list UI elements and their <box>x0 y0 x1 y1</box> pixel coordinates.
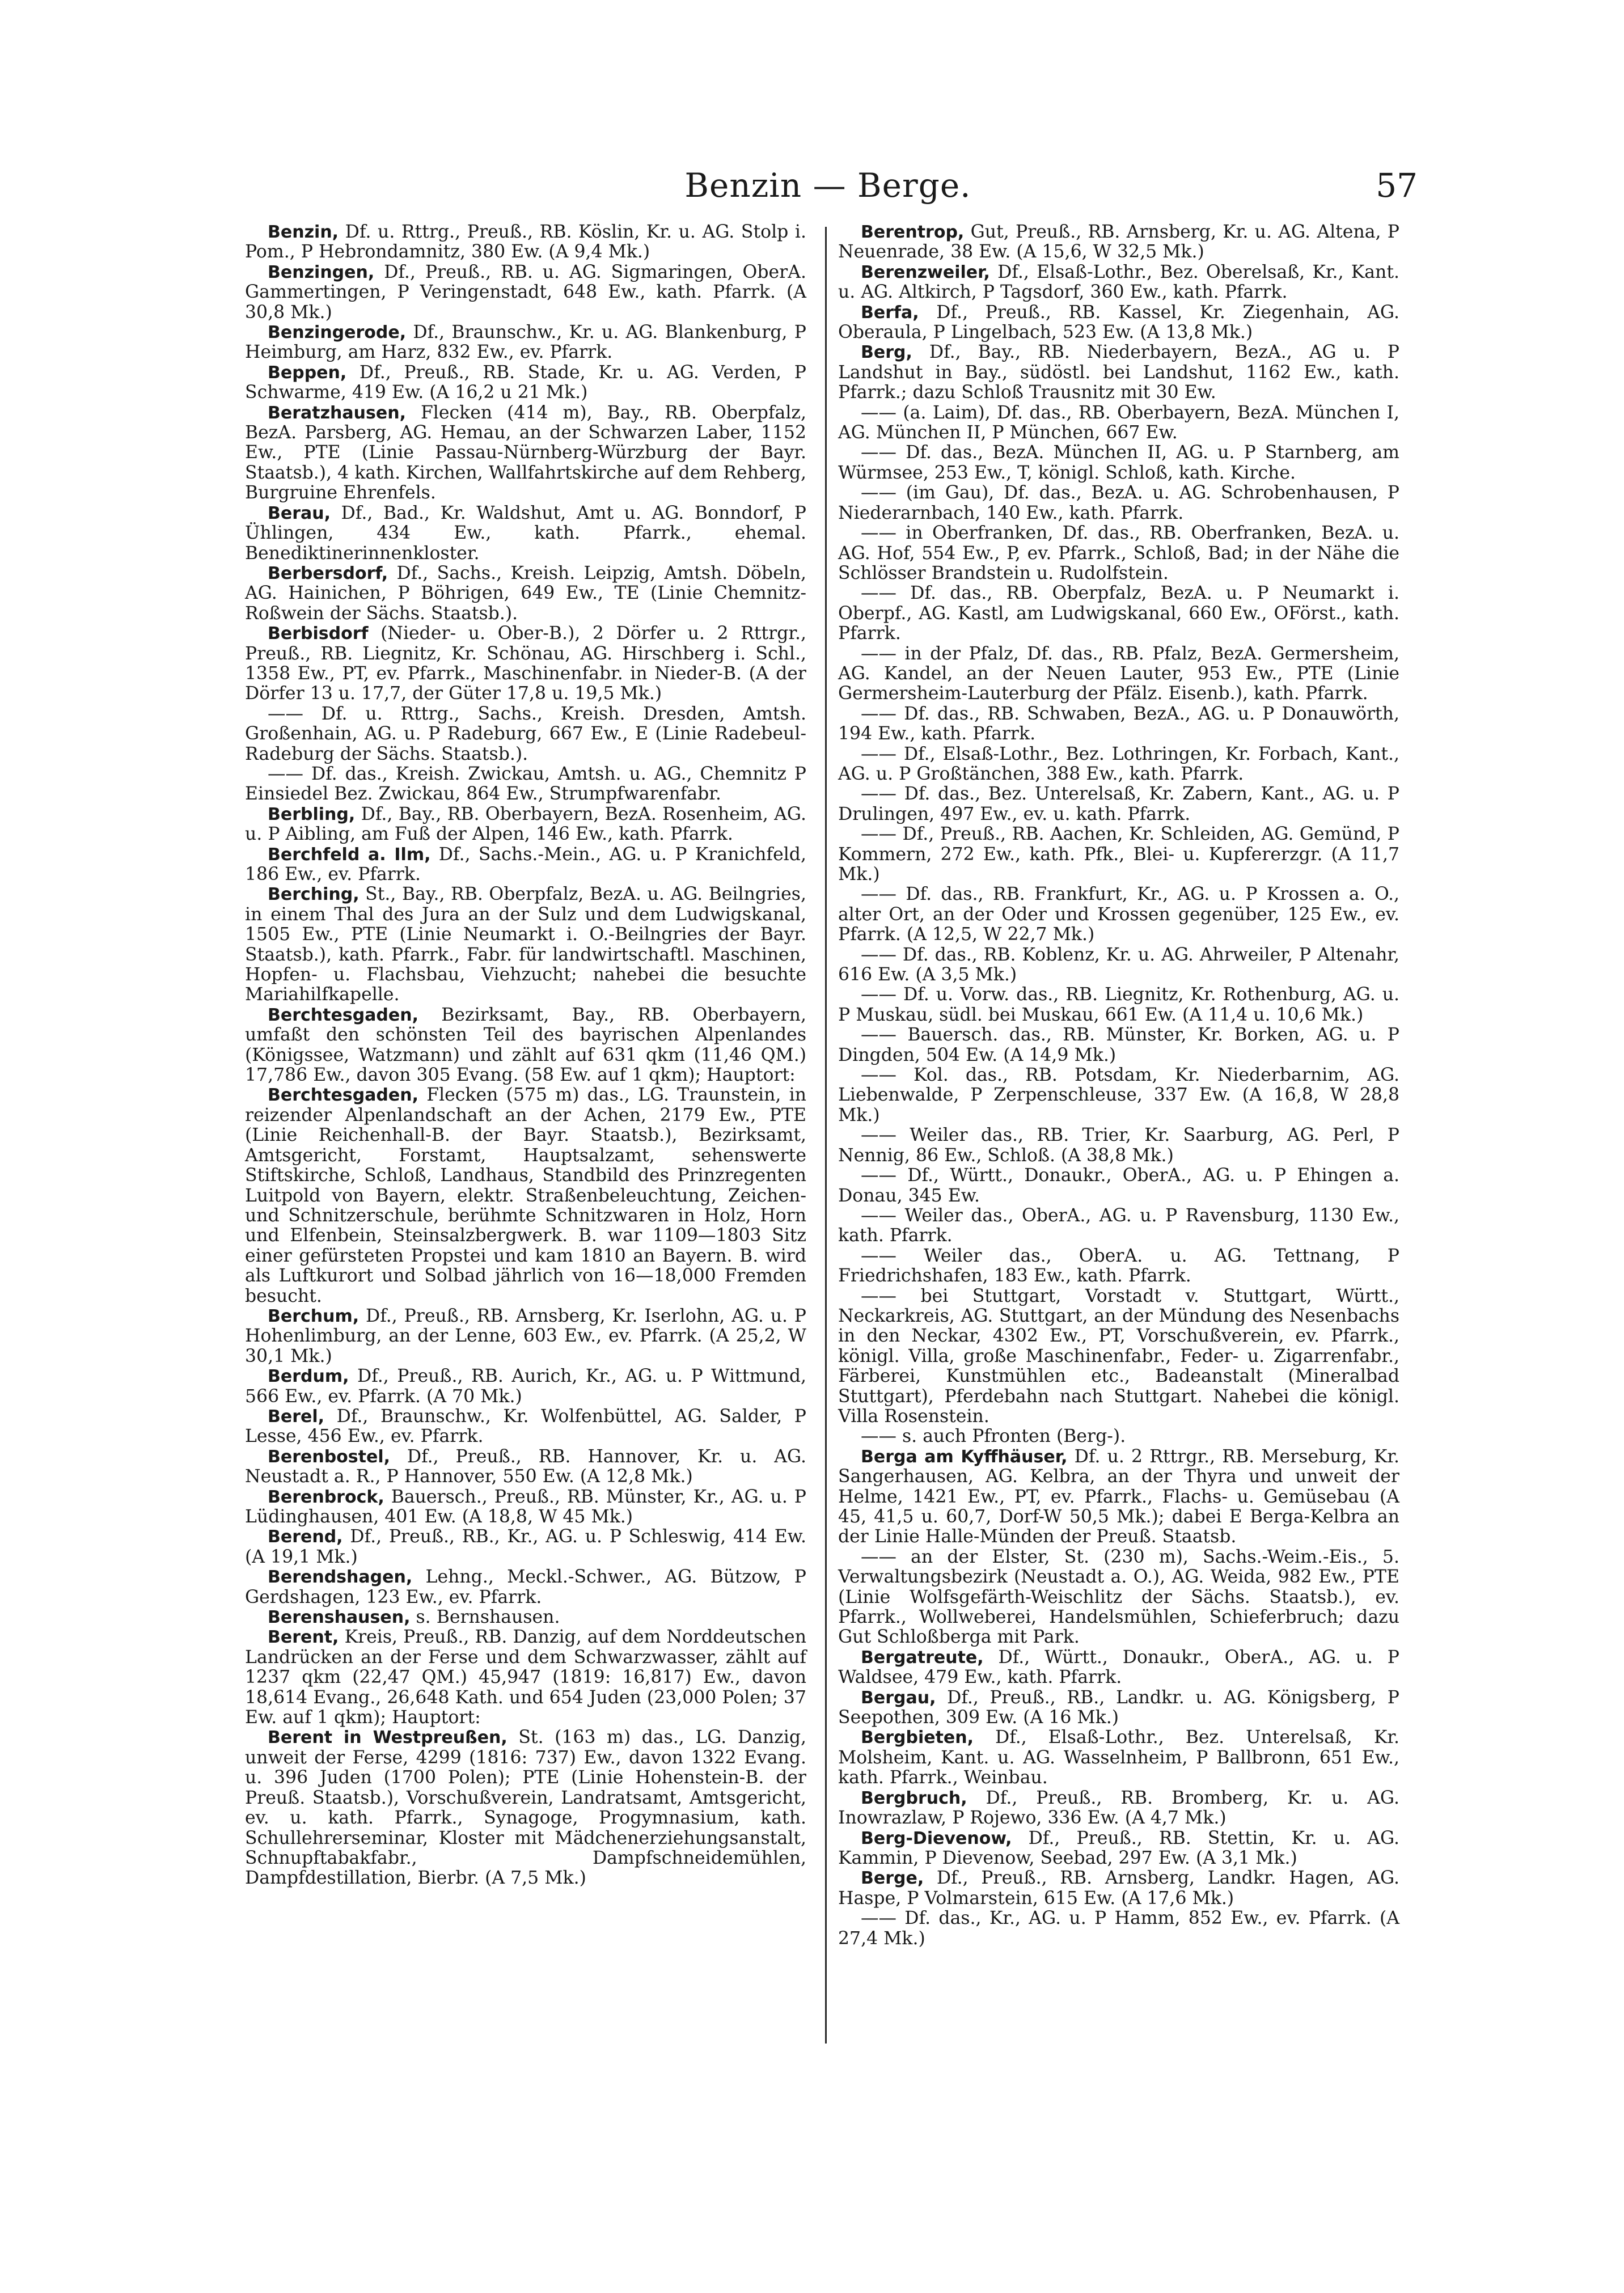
entry-text: —— Df., Württ., Donaukr., OberA., AG. u. P Ehingen a. Donau, 345 Ew. <box>838 1165 1399 1206</box>
dictionary-entry <box>838 342 1399 403</box>
entry-text: Gut, Preuß., RB. Arnsberg, Kr. u. AG. Altena, P Neuenrade, 38 Ew. (A 15,6, W 32,5 Mk.) <box>838 222 1399 263</box>
dictionary-entry <box>245 222 806 263</box>
dictionary-entry <box>838 523 1399 583</box>
entry-headword: Bergatreute, <box>861 1647 984 1668</box>
dictionary-entry <box>838 824 1399 885</box>
dictionary-entry <box>245 764 806 805</box>
entry-text: Df., Preuß., RB., Kr., AG. u. P Schleswig, 414 Ew. (A 19,1 Mk.) <box>245 1526 806 1567</box>
dictionary-entry <box>245 403 806 504</box>
entry-text: —— Df. u. Vorw. das., RB. Liegnitz, Kr. Rothenburg, AG. u. P Muskau, südl. bei Muskau, 661 Ew. (A 11,4 u. 10,6 Mk.) <box>838 984 1399 1025</box>
entry-headword: Berentrop, <box>861 222 965 242</box>
dictionary-entry <box>838 1909 1399 1949</box>
dictionary-entry <box>838 945 1399 985</box>
entry-text: Flecken (575 m) das., LG. Traunstein, in reizender Alpenlandschaft an der Achen, 2179 Ew., PTE (Linie Reichenhall-B. der Bayr. Staatsb.), Bezirksamt, Amtsgericht, Forstamt, Hauptsalzamt, sehenswerte Stiftskirche, Schloß, Landhaus, Standbild des Prinzregenten Luitpold von Bayern, elektr. Straßenbeleuchtung, Zeichen- und Schnitzerschule, berühmte Schnitzwaren in Holz, Horn und Elfenbein, Steinsalzbergwerk. B. war 1109—1803 Sitz einer gefürsteten Propstei und kam 1810 an Bayern. B. wird als Luftkurort und Solbad jährlich von 16—18,000 Fremden besucht. <box>245 1085 806 1306</box>
entry-headword: Berbersdorf, <box>268 563 388 583</box>
dictionary-entry <box>245 1487 806 1528</box>
dictionary-entry <box>245 1527 806 1567</box>
entry-text: St. (163 m) das., LG. Danzig, unweit der Ferse, 4299 (1816: 737) Ew., davon 1322 Evang. u. 396 Juden (1700 Polen); PTE (Linie Hohenstein-B. der Preuß. Staatsb.), Vorschußverein, Landratsamt, Amtsgericht, ev. u. kath. Pfarrk., Synagoge, Progymnasium, kath. Schullehrerseminar, Kloster mit Mädchenerziehungsanstalt, Schnupftabakfabr., Dampfschneidemühlen, Dampfdestillation, Bierbr. (A 7,5 Mk.) <box>245 1727 806 1889</box>
entry-text: Df., Preuß., RB. u. AG. Sigmaringen, OberA. Gammertingen, P Veringenstadt, 648 Ew., kath. Pfarrk. (A 30,8 Mk.) <box>245 261 806 323</box>
entry-text: Flecken (414 m), Bay., RB. Oberpfalz, BezA. Parsberg, AG. Hemau, an der Schwarzen Laber, 1152 Ew., PTE (Linie Passau-Nürnberg-Würzburg der Bayr. Staatsb.), 4 kath. Kirchen, Wallfahrtskirche auf dem Rehberg, Burgruine Ehrenfels. <box>245 402 806 504</box>
entry-text: Df., Preuß., RB. Bromberg, Kr. u. AG. Inowrazlaw, P Rojewo, 336 Ew. (A 4,7 Mk.) <box>838 1787 1399 1829</box>
entry-text: —— bei Stuttgart, Vorstadt v. Stuttgart, Württ., Neckarkreis, AG. Stuttgart, an der Mündung des Nesenbachs in den Neckar, 4302 Ew., PT, Vorschußverein, ev. Pfarrk., königl. Villa, große Maschinenfabr., Feder- u. Zigarrenfabr., Färberei, Kunstmühlen etc., Badeanstalt (Mineralbad Stuttgart), Pferdebahn nach Stuttgart. Nahebei die königl. Villa Rosenstein. <box>838 1285 1399 1427</box>
dictionary-entry <box>838 222 1399 263</box>
entry-headword: Berchfeld a. Ilm, <box>268 844 431 865</box>
dictionary-entry <box>838 1065 1399 1126</box>
entry-headword: Berent, <box>268 1627 339 1648</box>
entry-text: —— in Oberfranken, Df. das., RB. Oberfranken, BezA. u. AG. Hof, 554 Ew., P, ev. Pfarrk., Schloß, Bad; in der Nähe die Schlösser Brandstein u. Rudolfstein. <box>838 523 1399 583</box>
entry-headword: Benzingen, <box>268 262 375 282</box>
dictionary-entry <box>838 1427 1399 1446</box>
entry-text: —— an der Elster, St. (230 m), Sachs.-Weim.-Eis., 5. Verwaltungsbezirk (Neustadt a. O.), AG. Weida, 982 Ew., PTE (Linie Wolfsgefärth-Weischlitz der Sächs. Staatsb.), ev. Pfarrk., Wollweberei, Handelsmühlen, Schieferbruch; dazu Gut Schloßberga mit Park. <box>838 1546 1399 1648</box>
dictionary-entry <box>245 504 806 564</box>
entry-text: —— (im Gau), Df. das., BezA. u. AG. Schrobenhausen, P Niederarnbach, 140 Ew., kath. Pfarrk. <box>838 483 1399 523</box>
dictionary-entry <box>838 1648 1399 1688</box>
running-head: Benzin — Berge. <box>684 166 971 205</box>
dictionary-entry <box>838 263 1399 303</box>
entry-text: Df., Preuß., RB. Arnsberg, Kr. Iserlohn, AG. u. P Hohenlimburg, an der Lenne, 603 Ew., ev. Pfarrk. (A 25,2, W 30,1 Mk.) <box>245 1305 806 1367</box>
entry-text: Df., Sachs., Kreish. Leipzig, Amtsh. Döbeln, AG. Hainichen, P Böhrigen, 649 Ew., TE (Linie Chemnitz-Roßwein der Sächs. Staatsb.). <box>245 562 806 624</box>
entry-text: —— Df. das., RB. Schwaben, BezA., AG. u. P Donauwörth, 194 Ew., kath. Pfarrk. <box>838 703 1399 744</box>
dictionary-entry <box>838 443 1399 483</box>
dictionary-entry <box>245 1306 806 1367</box>
entry-text: Df., Württ., Donaukr., OberA., AG. u. P Waldsee, 479 Ew., kath. Pfarrk. <box>838 1647 1399 1688</box>
dictionary-entry <box>838 403 1399 443</box>
entry-headword: Berend, <box>268 1527 343 1547</box>
dictionary-entry <box>838 1166 1399 1206</box>
entry-headword: Berga am Kyffhäuser, <box>861 1446 1068 1467</box>
right-column <box>838 222 1399 1949</box>
entry-headword: Berbling, <box>268 804 356 824</box>
dictionary-entry <box>245 263 806 323</box>
entry-text: —— Df. das., Kr., AG. u. P Hamm, 852 Ew., ev. Pfarrk. (A 27,4 Mk.) <box>838 1908 1399 1949</box>
entry-headword: Beppen, <box>268 362 347 383</box>
dictionary-entry <box>245 624 806 704</box>
entry-text: —— Df. das., RB. Oberpfalz, BezA. u. P Neumarkt i. Oberpf., AG. Kastl, am Ludwigskanal, 660 Ew., OFörst., kath. Pfarrk. <box>838 583 1399 644</box>
entry-text: s. Bernshausen. <box>410 1607 560 1628</box>
entry-headword: Berenzweiler, <box>861 262 990 282</box>
dictionary-entry <box>838 583 1399 644</box>
dictionary-entry <box>838 985 1399 1025</box>
entry-text: Df., Preuß., RB. Stettin, Kr. u. AG. Kammin, P Dievenow, Seebad, 297 Ew. (A 3,1 Mk.) <box>838 1827 1399 1868</box>
dictionary-entry <box>245 564 806 624</box>
dictionary-entry <box>838 1868 1399 1909</box>
dictionary-entry <box>245 1005 806 1086</box>
entry-text: —— Weiler das., OberA. u. AG. Tettnang, P Friedrichshafen, 183 Ew., kath. Pfarrk. <box>838 1245 1399 1287</box>
dictionary-entry <box>245 1447 806 1487</box>
dictionary-entry <box>245 1627 806 1728</box>
entry-text: —— Weiler das., OberA., AG. u. P Ravensburg, 1130 Ew., kath. Pfarrk. <box>838 1205 1399 1246</box>
entry-headword: Berchtesgaden, <box>268 1005 418 1025</box>
entry-text: —— Df. u. Rttrg., Sachs., Kreish. Dresden, Amtsh. Großenhain, AG. u. P Radeburg, 667 Ew., E (Linie Radebeul-Radeburg der Sächs. Staatsb.). <box>245 703 806 764</box>
entry-headword: Berchtesgaden, <box>268 1085 418 1106</box>
dictionary-entry <box>245 1407 806 1447</box>
entry-text: —— Df. das., RB. Frankfurt, Kr., AG. u. P Krossen a. O., alter Ort, an der Oder und Krossen gegenüber, 125 Ew., ev. Pfarrk. (A 12,5, W 22,7 Mk.) <box>838 884 1399 945</box>
dictionary-entry <box>245 1567 806 1607</box>
entry-text: Df., Preuß., RB. Hannover, Kr. u. AG. Neustadt a. R., P Hannover, 550 Ew. (A 12,8 Mk.) <box>245 1446 806 1487</box>
dictionary-entry <box>838 1688 1399 1728</box>
dictionary-entry <box>245 885 806 1005</box>
entry-text: —— Weiler das., RB. Trier, Kr. Saarburg, AG. Perl, P Nennig, 86 Ew., Schloß. (A 38,8 Mk.) <box>838 1125 1399 1166</box>
dictionary-entry <box>838 1246 1399 1287</box>
entry-text: Df., Braunschw., Kr. u. AG. Blankenburg, P Heimburg, am Harz, 832 Ew., ev. Pfarrk. <box>245 322 806 363</box>
entry-text: Df., Sachs.-Mein., AG. u. P Kranichfeld, 186 Ew., ev. Pfarrk. <box>245 844 806 885</box>
dictionary-entry <box>838 644 1399 704</box>
entry-headword: Berendshagen, <box>268 1567 413 1588</box>
dictionary-entry <box>838 744 1399 785</box>
entry-text: St., Bay., RB. Oberpfalz, BezA. u. AG. Beilngries, in einem Thal des Jura an der Sulz und dem Ludwigskanal, 1505 Ew., PTE (Linie Neumarkt i. O.-Beilngries der Bayr. Staatsb.), kath. Pfarrk., Fabr. für landwirtschaftl. Maschinen, Hopfen- u. Flachsbau, Viehzucht; nahebei die besuchte Mariahilfkapelle. <box>245 884 806 1005</box>
dictionary-entry <box>245 704 806 764</box>
page-header <box>238 166 1418 211</box>
entry-text: Df., Preuß., RB., Landkr. u. AG. Königsberg, P Seepothen, 309 Ew. (A 16 Mk.) <box>838 1687 1399 1728</box>
entry-text: Bezirksamt, Bay., RB. Oberbayern, umfaßt den schönsten Teil des bayrischen Alpenlandes (Königssee, Watzmann) und zählt auf 631 qkm (11,46 QM.) 17,786 Ew., davon 305 Evang. (58 Ew. auf 1 qkm); Hauptort: <box>245 1004 806 1086</box>
dictionary-entry <box>838 1547 1399 1648</box>
dictionary-entry <box>245 1367 806 1407</box>
entry-headword: Bergbruch, <box>861 1788 967 1808</box>
entry-text: (Nieder- u. Ober-B.), 2 Dörfer u. 2 Rttrgr., Preuß., RB. Liegnitz, Kr. Schönau, AG. Hirschberg i. Schl., 1358 Ew., PT, ev. Pfarrk., Maschinenfabr. in Nieder-B. (A der Dörfer 13 u. 17,7, der Güter 17,8 u. 19,5 Mk.) <box>245 623 806 704</box>
dictionary-entry <box>838 1728 1399 1788</box>
entry-text: Kreis, Preuß., RB. Danzig, auf dem Norddeutschen Landrücken an der Ferse und dem Schwarzwasser, zählt auf 1237 qkm (22,47 QM.) 45,947 (1819: 16,817) Ew., davon 18,614 Evang., 26,648 Kath. und 654 Juden (23,000 Polen; 37 Ew. auf 1 qkm); Hauptort: <box>245 1627 806 1728</box>
dictionary-entry <box>838 483 1399 523</box>
entry-headword: Bergbieten, <box>861 1728 974 1748</box>
entry-text: —— s. auch Pfronten (Berg-). <box>861 1426 1126 1447</box>
entry-text: Df., Bay., RB. Niederbayern, BezA., AG u. P Landshut in Bay., südöstl. bei Landshut, 1162 Ew., kath. Pfarrk.; dazu Schloß Trausnitz mit 30 Ew. <box>838 342 1399 403</box>
column-divider <box>825 227 827 2044</box>
entry-text: Df., Preuß., RB. Stade, Kr. u. AG. Verden, P Schwarme, 419 Ew. (A 16,2 u 21 Mk.) <box>245 362 806 403</box>
dictionary-entry <box>838 704 1399 744</box>
entry-headword: Berbisdorf <box>268 624 369 644</box>
entry-text: Df. u. 2 Rttrgr., RB. Merseburg, Kr. Sangerhausen, AG. Kelbra, an der Thyra und unweit der Helme, 1421 Ew., PT, ev. Pfarrk., Flachs- u. Gemüsebau (A 45, 41,5 u. 60,7, Dorf-W 50,5 Mk.); dabei E Berga-Kelbra an der Linie Halle-Münden der Preuß. Staatsb. <box>838 1446 1399 1547</box>
entry-text: —— (a. Laim), Df. das., RB. Oberbayern, BezA. München I, AG. München II, P München, 667 Ew. <box>838 402 1399 443</box>
entry-text: Df. u. Rttrg., Preuß., RB. Köslin, Kr. u. AG. Stolp i. Pom., P Hebrondamnitz, 380 Ew. (A 9,4 Mk.) <box>245 222 806 263</box>
dictionary-entry <box>838 1126 1399 1166</box>
entry-headword: Benzingerode, <box>268 323 407 343</box>
dictionary-entry <box>838 1829 1399 1869</box>
entry-text: —— Df., Preuß., RB. Aachen, Kr. Schleiden, AG. Gemünd, P Kommern, 272 Ew., kath. Pfk., Blei- u. Kupfererzgr. (A 11,7 Mk.) <box>838 824 1399 885</box>
entry-text: Df., Braunschw., Kr. Wolfenbüttel, AG. Salder, P Lesse, 456 Ew., ev. Pfarrk. <box>245 1406 806 1447</box>
entry-text: Lehng., Meckl.-Schwer., AG. Bützow, P Gerdshagen, 123 Ew., ev. Pfarrk. <box>245 1567 806 1607</box>
entry-text: —— Df. das., RB. Koblenz, Kr. u. AG. Ahrweiler, P Altenahr, 616 Ew. (A 3,5 Mk.) <box>838 944 1399 985</box>
entry-text: —— Df. das., Kreish. Zwickau, Amtsh. u. AG., Chemnitz P Einsiedel Bez. Zwickau, 864 Ew., Strumpfwarenfabr. <box>245 763 806 805</box>
entry-headword: Berchum, <box>268 1306 360 1326</box>
dictionary-entry <box>838 784 1399 824</box>
dictionary-entry <box>838 303 1399 343</box>
entry-text: Df., Preuß., RB. Aurich, Kr., AG. u. P Wittmund, 566 Ew., ev. Pfarrk. (A 70 Mk.) <box>245 1366 806 1407</box>
entry-headword: Benzin, <box>268 222 339 242</box>
entry-headword: Berau, <box>268 503 331 523</box>
dictionary-entry <box>838 1447 1399 1547</box>
entry-text: —— Df. das., BezA. München II, AG. u. P Starnberg, am Würmsee, 253 Ew., T, königl. Schloß, kath. Kirche. <box>838 442 1399 483</box>
entry-headword: Berg, <box>861 342 912 363</box>
entry-headword: Berenshausen, <box>268 1607 411 1628</box>
entry-headword: Berenbostel, <box>268 1446 391 1467</box>
dictionary-entry <box>838 885 1399 945</box>
entry-headword: Berfa, <box>861 302 919 323</box>
entry-headword: Bergau, <box>861 1687 936 1708</box>
entry-text: —— in der Pfalz, Df. das., RB. Pfalz, BezA. Germersheim, AG. Kandel, an der Neuen Lauter, 953 Ew., PTE (Linie Germersheim-Lauterburg der Pfälz. Eisenb.), kath. Pfarrk. <box>838 643 1399 704</box>
entry-text: —— Df. das., Bez. Unterelsaß, Kr. Zabern, Kant., AG. u. P Drulingen, 497 Ew., ev. u. kath. Pfarrk. <box>838 784 1399 824</box>
dictionary-entry <box>838 1287 1399 1427</box>
entry-headword: Berdum, <box>268 1367 349 1387</box>
entry-headword: Beratzhausen, <box>268 403 406 423</box>
dictionary-entry <box>245 1085 806 1306</box>
left-column <box>245 222 806 1889</box>
entry-text: —— Bauersch. das., RB. Münster, Kr. Borken, AG. u. P Dingden, 504 Ew. (A 14,9 Mk.) <box>838 1025 1399 1065</box>
entry-text: Df., Bay., RB. Oberbayern, BezA. Rosenheim, AG. u. P Aibling, am Fuß der Alpen, 146 Ew., kath. Pfarrk. <box>245 803 806 845</box>
entry-headword: Berge, <box>861 1868 924 1889</box>
entry-headword: Berenbrock, <box>268 1487 384 1507</box>
dictionary-entry <box>245 363 806 403</box>
entry-text: Df., Preuß., RB. Arnsberg, Landkr. Hagen, AG. Haspe, P Volmarstein, 615 Ew. (A 17,6 Mk.) <box>838 1868 1399 1909</box>
entry-text: —— Kol. das., RB. Potsdam, Kr. Niederbarnim, AG. Liebenwalde, P Zerpenschleuse, 337 Ew. (A 16,8, W 28,8 Mk.) <box>838 1065 1399 1126</box>
dictionary-entry <box>245 1728 806 1888</box>
entry-text: Df., Elsaß-Lothr., Bez. Unterelsaß, Kr. Molsheim, Kant. u. AG. Wasselnheim, P Ballbronn, 651 Ew., kath. Pfarrk., Weinbau. <box>838 1727 1399 1788</box>
dictionary-entry <box>245 805 806 845</box>
dictionary-entry <box>838 1025 1399 1065</box>
dictionary-entry <box>245 845 806 885</box>
entry-headword: Berching, <box>268 885 360 905</box>
entry-text: Bauersch., Preuß., RB. Münster, Kr., AG. u. P Lüdinghausen, 401 Ew. (A 18,8, W 45 Mk.) <box>245 1486 806 1527</box>
dictionary-entry <box>838 1206 1399 1246</box>
entry-text: Df., Bad., Kr. Waldshut, Amt u. AG. Bonndorf, P Ühlingen, 434 Ew., kath. Pfarrk., ehemal. Benediktinerinnenkloster. <box>245 502 806 564</box>
dictionary-entry <box>838 1788 1399 1829</box>
entry-headword: Berent in Westpreußen, <box>268 1728 508 1748</box>
page-number: 57 <box>1376 166 1418 205</box>
entry-text: —— Df., Elsaß-Lothr., Bez. Lothringen, Kr. Forbach, Kant., AG. u. P Großtänchen, 388 Ew., kath. Pfarrk. <box>838 743 1399 784</box>
entry-headword: Berg-Dievenow, <box>861 1828 1012 1848</box>
dictionary-entry <box>245 323 806 363</box>
entry-text: Df., Elsaß-Lothr., Bez. Oberelsaß, Kr., Kant. u. AG. Altkirch, P Tagsdorf, 360 Ew., kath. Pfarrk. <box>838 261 1399 303</box>
dictionary-entry <box>245 1607 806 1627</box>
entry-text: Df., Preuß., RB. Kassel, Kr. Ziegenhain, AG. Oberaula, P Lingelbach, 523 Ew. (A 13,8 Mk.) <box>838 302 1399 343</box>
entry-headword: Berel, <box>268 1406 325 1427</box>
